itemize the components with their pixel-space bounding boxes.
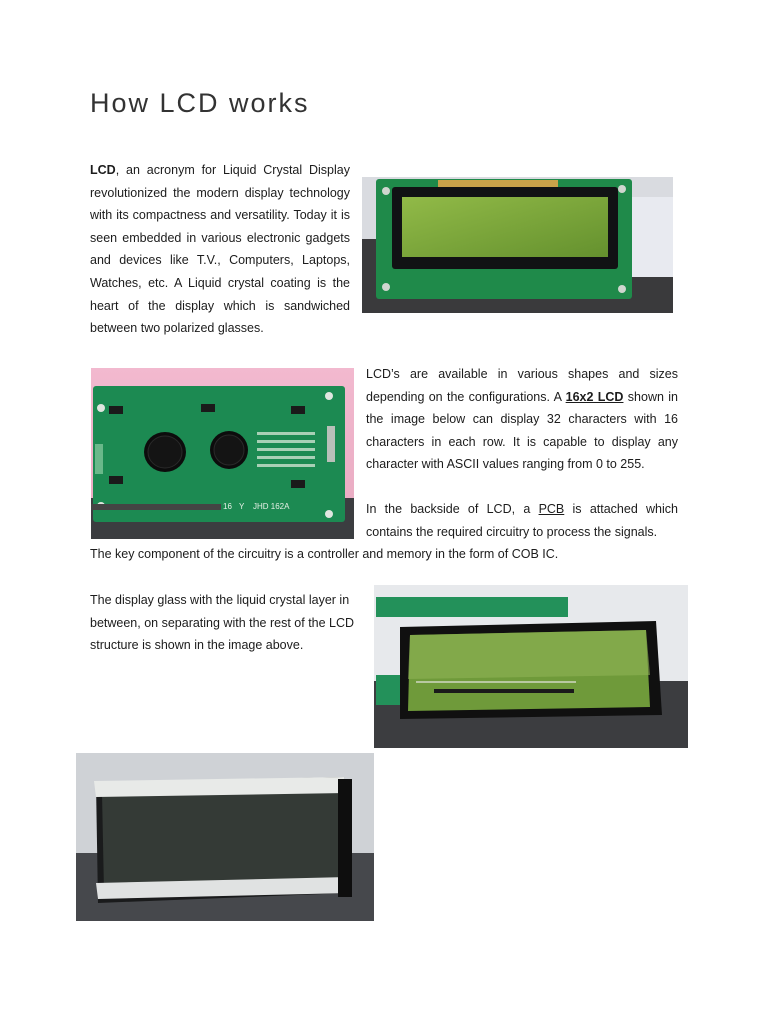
intro-text: , an acronym for Liquid Crystal Display revolutionized the modern display technology with its compactness and versatility. Today it is seen embedded in various electronic gadgets and devices like T.V., Computers, Laptops, Watches, etc. A Liquid crystal coating is the heart of the display which is sandwiched between two polarized glasses. [90,163,350,336]
glass-paragraph: The display glass with the liquid crystal layer in between, on separating with the rest of the LCD structure is shown in the image above. [90,593,355,653]
lcd-term: LCD [90,163,116,177]
pcb-number-label: 16 [223,502,232,511]
lcd-glass-closeup-photo [76,753,374,921]
pcb-text-before: In the backside of LCD, a [366,502,539,516]
lcd-pcb-back-photo [91,368,354,539]
lcd-16x2-link[interactable]: 16x2 LCD [565,389,624,404]
lcd-front-photo [362,177,673,313]
pcb-link[interactable]: PCB [538,502,565,516]
sizes-text-before: LCD’s are available in various shapes and sizes depending on the configurations. A [366,367,678,404]
intro-paragraph [90,159,350,340]
controller-paragraph: The key component of the circuitry is a controller and memory in the form of COB IC. [90,547,559,561]
pcb-text-after: is attached which contains the required circuitry to process the signals. [366,502,678,539]
sizes-paragraph [366,363,678,476]
pcb-model-label: JHD 162A [253,502,290,511]
lcd-glass-photo [374,585,688,748]
pcb-y-label: Y [239,502,245,511]
pcb-paragraph [366,498,678,543]
sizes-text-after: shown in the image below can display 32 characters with 16 characters in each row. It is capable to display any character with ASCII values ranging from 0 to 255. [366,389,679,472]
page-title: How LCD works [90,88,310,118]
